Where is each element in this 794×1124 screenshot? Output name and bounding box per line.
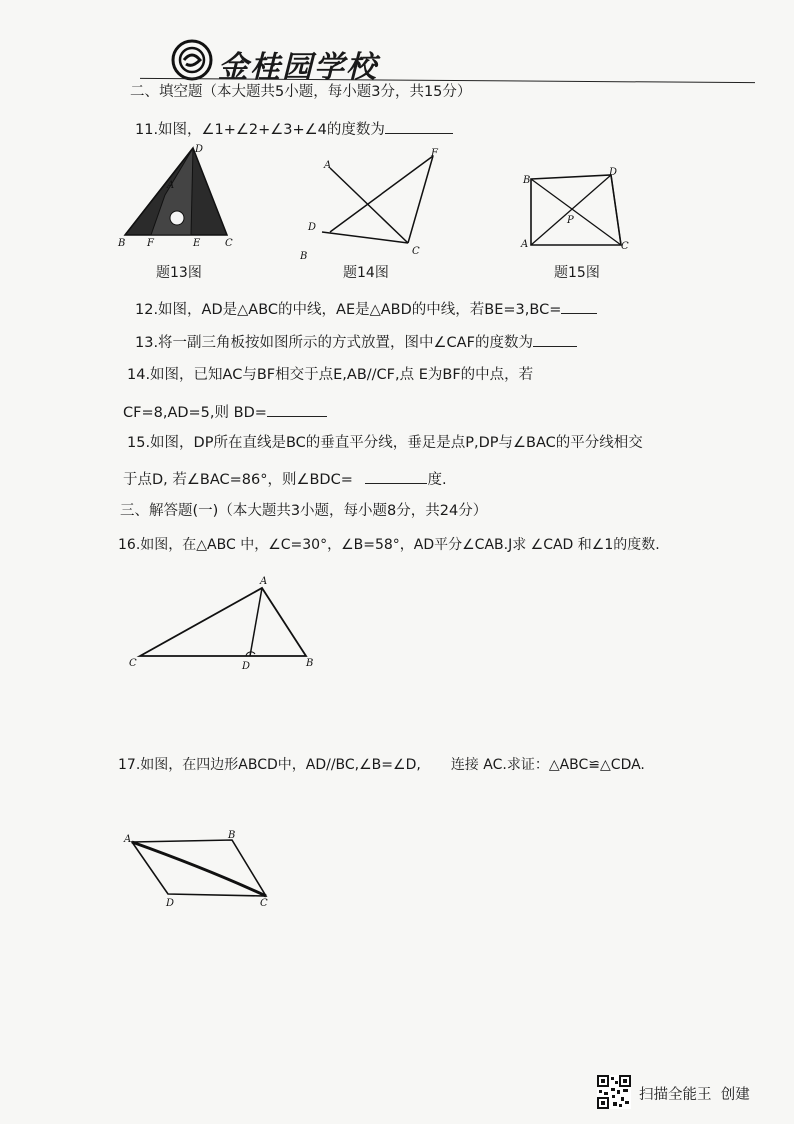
fig17-label-d: D [166,898,175,908]
fig13-label-d: D [195,144,204,155]
fig16-label-a: A [260,576,268,587]
question-17: 17.如图，在四边形ABCD中，AD//BC,∠B=∠D, 连接 AC.求证：△ABC≌△CDA. [118,757,645,773]
figure-16 [128,574,328,674]
fig16-label-d: D [242,661,251,672]
fig17-label-b: B [228,830,236,841]
fig15-label-b: B [523,175,531,186]
fig13-label-a: A [167,180,175,191]
fig13-label-f: F [147,238,154,249]
answer-blank-14[interactable] [267,402,327,417]
answer-blank-15[interactable] [365,469,427,484]
fig13-label-e: E [193,238,201,249]
question-13: 13.将一副三角板按如图所示的方式放置，图中∠CAF的度数为 [135,332,577,352]
figure-13-caption: 题13图 [156,265,202,281]
figure-14-caption: 题14图 [343,265,389,281]
logo-emblem-icon [170,38,214,82]
fig13-label-c: C [225,238,233,249]
fig15-label-a: A [521,239,529,250]
fig14-label-b: B [300,251,308,262]
question-11: 11.如图，∠1+∠2+∠3+∠4的度数为 [135,119,453,139]
fig13-circle [170,211,184,225]
school-name: 金桂园学校 [218,50,378,85]
fig16-label-c: C [129,658,137,669]
figure-17 [120,828,280,908]
question-14-line-2: CF=8,AD=5,则 BD= [123,402,327,422]
answer-blank-11[interactable] [385,119,453,134]
fig15-label-c: C [621,241,629,252]
qr-code-icon [597,1075,631,1109]
figure-15-caption: 题15图 [554,265,600,281]
fig14-label-c: C [412,246,420,257]
question-12: 12.如图，AD是△ABC的中线，AE是△ABD的中线，若BE=3,BC= [135,299,597,319]
figure-15 [517,165,637,255]
fig13-label-b: B [118,238,126,249]
fig17-label-a: A [124,834,132,845]
fig15-label-d: D [609,167,618,178]
scanner-credit: 扫描全能王 创建 [639,1087,750,1103]
question-15-line-1: 15.如图，DP所在直线是BC的垂直平分线，垂足是点P,DP与∠BAC的平分线相交 [127,435,643,451]
answer-blank-13[interactable] [533,332,577,347]
question-14-line-1: 14.如图，已知AC与BF相交于点E,AB//CF,点 E为BF的中点，若 [127,367,534,383]
question-16: 16.如图，在△ABC 中，∠C=30°，∠B=58°，AD平分∠CAB.J求 ∠CAD 和∠1的度数. [118,537,660,553]
school-logo [170,36,410,84]
figure-14 [300,148,450,263]
figure-13 [115,140,245,250]
fig14-label-a: A [324,160,332,171]
fig17-label-c: C [260,898,268,908]
fig14-label-f: F [431,148,438,159]
section-3-title: 三、解答题(一)（本大题共3小题，每小题8分，共24分） [120,503,488,519]
fig16-label-b: B [306,658,314,669]
section-2-title: 二、填空题（本大题共5小题，每小题3分，共15分） [130,84,472,100]
fig14-label-d: D [308,222,317,233]
fig15-label-p: P [567,215,574,226]
answer-blank-12[interactable] [561,299,597,314]
question-15-line-2: 于点D, 若∠BAC=86°，则∠BDC= 度. [123,469,447,489]
